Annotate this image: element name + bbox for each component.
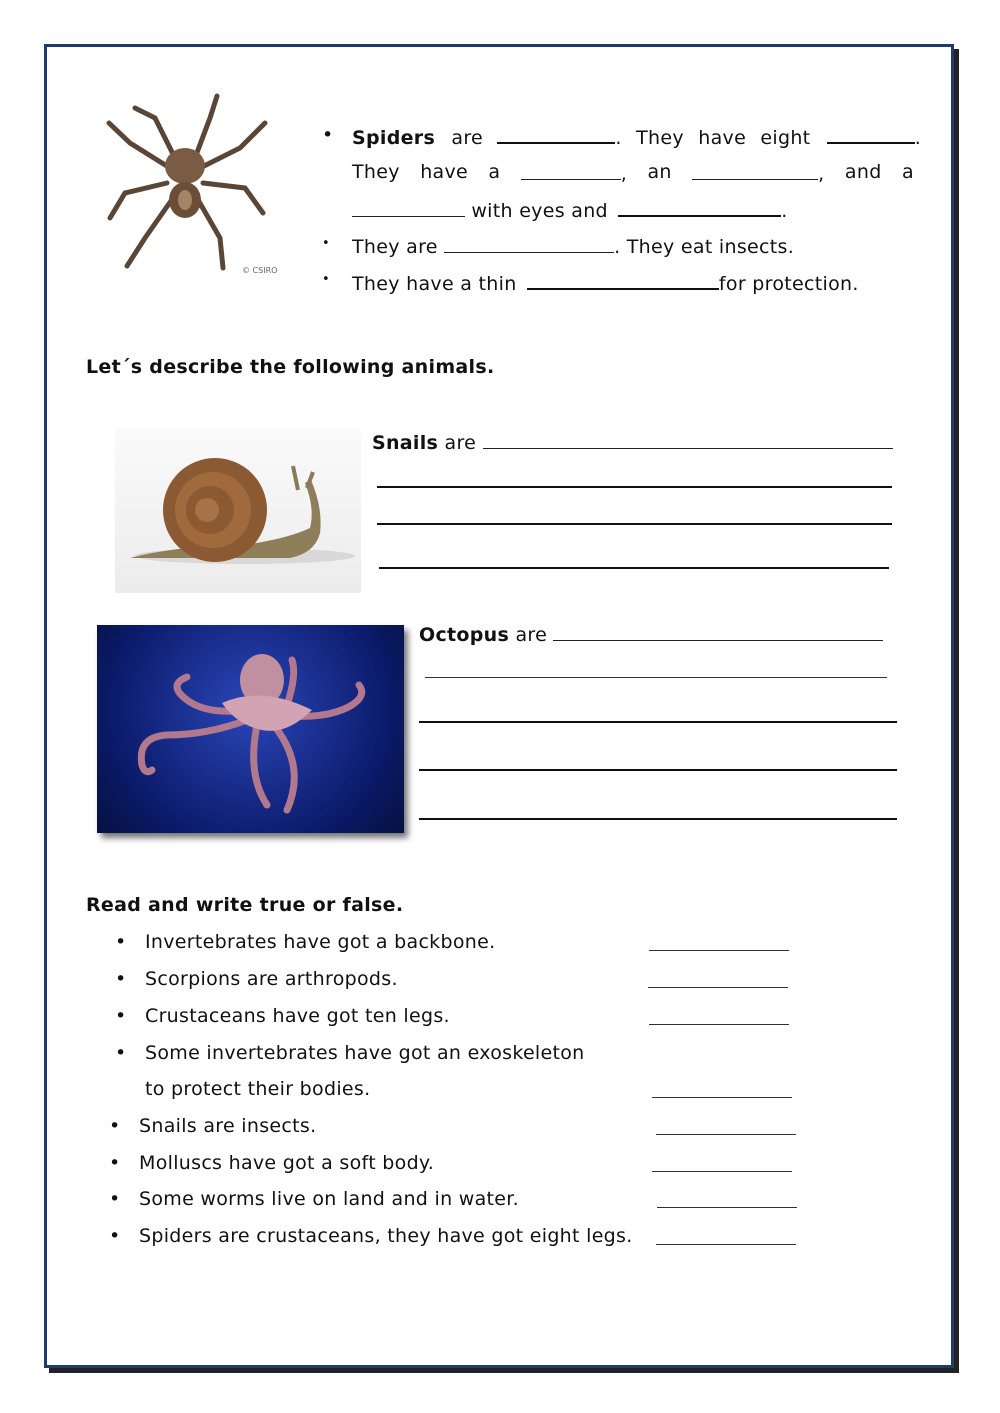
answer-blank[interactable] <box>692 161 818 180</box>
answer-line[interactable] <box>425 677 887 678</box>
octopus-line: Octopus are <box>419 622 883 646</box>
spider-line-1: Spiders are . They have eight . <box>352 124 921 149</box>
answer-line[interactable] <box>656 1244 796 1245</box>
answer-blank[interactable] <box>352 198 465 217</box>
answer-blank[interactable] <box>553 622 883 641</box>
answer-line[interactable] <box>657 1207 797 1208</box>
answer-line[interactable] <box>419 721 897 723</box>
spiders-word: Spiders <box>352 127 436 149</box>
describe-heading: Let´s describe the following animals. <box>86 356 495 378</box>
answer-line[interactable] <box>419 818 897 820</box>
answer-line[interactable] <box>377 523 892 525</box>
true-false-heading: Read and write true or false. <box>86 894 404 916</box>
bullet-icon: • <box>109 1188 121 1210</box>
bullet-icon: • <box>109 1152 121 1174</box>
spider-line-2: They have a , an , and a <box>352 161 914 185</box>
statement: Some invertebrates have got an exoskeleton <box>145 1042 585 1064</box>
snail-image <box>115 428 361 593</box>
bullet-icon: • <box>322 124 334 146</box>
answer-line[interactable] <box>377 486 892 488</box>
statement: Invertebrates have got a backbone. <box>145 931 496 953</box>
answer-blank[interactable] <box>444 234 614 253</box>
spider-image <box>95 88 285 278</box>
spider-line-5: They have a thin for protection. <box>352 270 859 295</box>
answer-blank[interactable] <box>827 124 915 144</box>
snails-word: Snails <box>372 432 439 454</box>
image-credit: © CSIRO <box>242 266 278 275</box>
snails-line: Snails are <box>372 430 893 454</box>
bullet-icon: • <box>109 1225 121 1247</box>
statement: Scorpions are arthropods. <box>145 968 398 990</box>
answer-line[interactable] <box>649 1024 789 1025</box>
bullet-icon: • <box>115 1005 127 1027</box>
answer-blank[interactable] <box>618 197 781 217</box>
octopus-image <box>97 625 404 833</box>
answer-line[interactable] <box>419 769 897 771</box>
bullet-icon: • <box>115 1042 127 1064</box>
answer-line[interactable] <box>656 1134 796 1135</box>
answer-line[interactable] <box>379 567 889 569</box>
bullet-icon: • <box>115 968 127 990</box>
answer-blank[interactable] <box>527 270 719 290</box>
octopus-word: Octopus <box>419 624 510 646</box>
bullet-icon: • <box>115 931 127 953</box>
statement: Some worms live on land and in water. <box>139 1188 519 1210</box>
answer-blank[interactable] <box>521 161 621 180</box>
statement: Crustaceans have got ten legs. <box>145 1005 450 1027</box>
bullet-icon: • <box>109 1115 121 1137</box>
answer-line[interactable] <box>648 987 788 988</box>
bullet-icon: • <box>322 236 330 251</box>
statement: Spiders are crustaceans, they have got eight legs. <box>139 1225 633 1247</box>
answer-line[interactable] <box>652 1171 792 1172</box>
statement-continued: to protect their bodies. <box>145 1078 371 1100</box>
answer-line[interactable] <box>652 1097 792 1098</box>
answer-blank[interactable] <box>497 124 615 144</box>
bullet-icon: • <box>322 272 330 287</box>
statement: Snails are insects. <box>139 1115 317 1137</box>
statement: Molluscs have got a soft body. <box>139 1152 435 1174</box>
spider-line-4: They are . They eat insects. <box>352 236 795 258</box>
answer-line[interactable] <box>649 950 789 951</box>
answer-blank[interactable] <box>483 430 893 449</box>
spider-line-3: with eyes and . <box>352 197 788 222</box>
